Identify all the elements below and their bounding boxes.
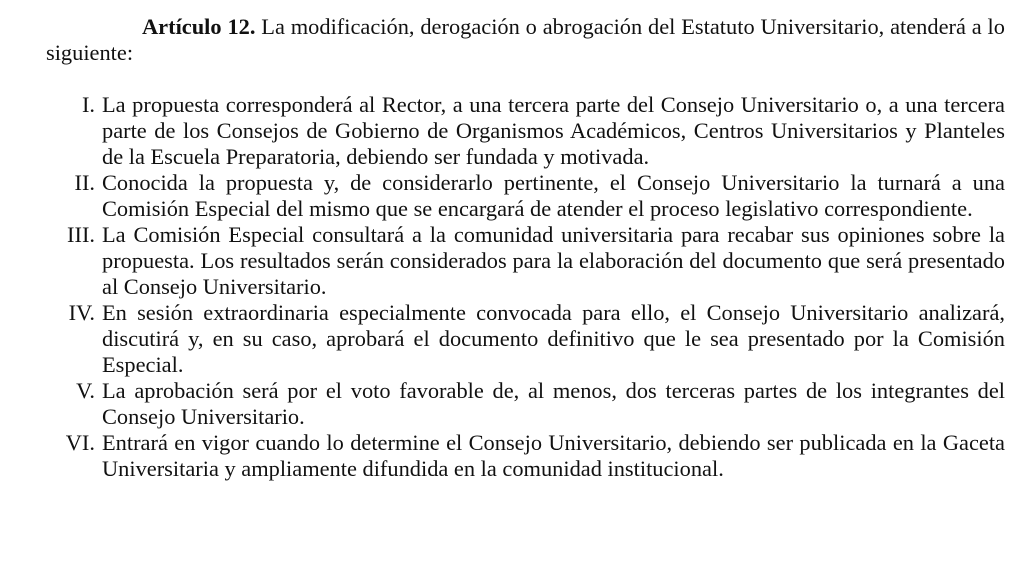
item-text: La aprobación será por el voto favorable de, al menos, dos terceras partes de los integrantes del Consejo Universitario. xyxy=(102,378,1005,429)
article-intro-text: La modificación, derogación o abrogación del Estatuto Universitario, atenderá a lo siguiente: xyxy=(46,14,1005,65)
item-numeral: V. xyxy=(76,378,95,403)
item-numeral: IV. xyxy=(68,300,95,325)
item-text: La Comisión Especial consultará a la comunidad universitaria para recabar sus opiniones sobre la propuesta. Los resultados serán considerados para la elaboración del documento que será presentado al Consejo Universitario. xyxy=(102,222,1005,299)
item-text: La propuesta corresponderá al Rector, a una tercera parte del Consejo Universitario o, a una tercera parte de los Consejos de Gobierno de Organismos Académicos, Centros Universitarios y Planteles de la Escuela Preparatoria, debiendo ser fundada y motivada. xyxy=(102,92,1005,169)
article-intro-paragraph xyxy=(46,14,1005,66)
article-label: Artículo 12. xyxy=(142,14,256,39)
item-numeral: VI. xyxy=(65,430,95,455)
item-text: Conocida la propuesta y, de considerarlo pertinente, el Consejo Universitario la turnará a una Comisión Especial del mismo que se encargará de atender el proceso legislativo correspondiente. xyxy=(102,170,1005,221)
item-numeral: I. xyxy=(81,92,95,117)
list-item xyxy=(46,222,1005,300)
list-item xyxy=(46,92,1005,170)
list-item xyxy=(46,300,1005,378)
list-item xyxy=(46,170,1005,222)
item-text: Entrará en vigor cuando lo determine el Consejo Universitario, debiendo ser publicada en la Gaceta Universitaria y ampliamente difundida en la comunidad institucional. xyxy=(102,430,1005,481)
article-item-list xyxy=(46,92,1005,482)
item-text: En sesión extraordinaria especialmente convocada para ello, el Consejo Universitario analizará, discutirá y, en su caso, aprobará el documento definitivo que le sea presentado por la Comisión Especial. xyxy=(102,300,1005,377)
list-item xyxy=(46,378,1005,430)
item-numeral: II. xyxy=(74,170,95,195)
list-item xyxy=(46,430,1005,482)
item-numeral: III. xyxy=(67,222,95,247)
